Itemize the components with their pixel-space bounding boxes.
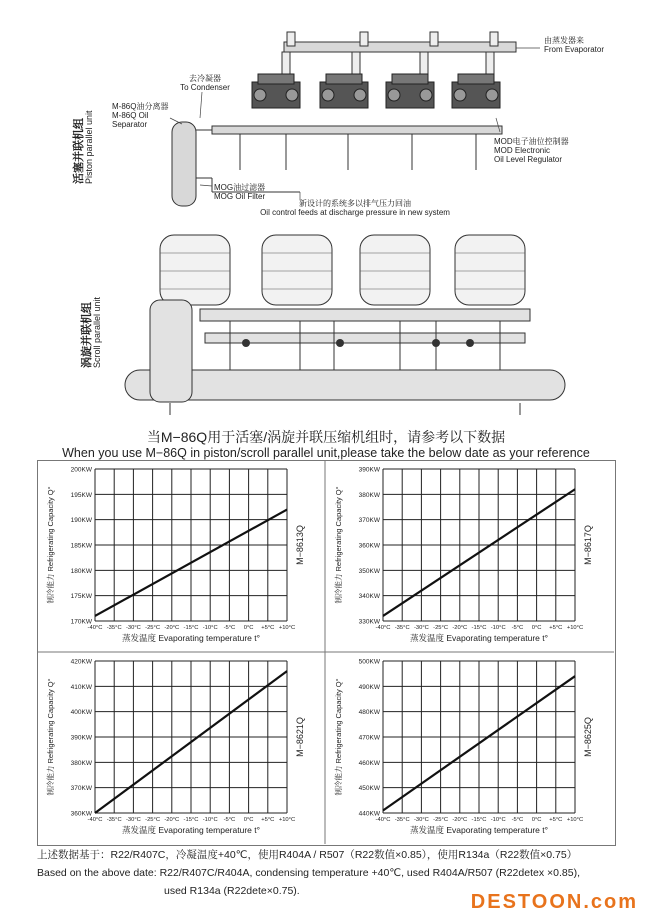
y-tick-label: 420KW — [70, 658, 92, 666]
reference-heading-zh: 当M−86Q用于活塞/涡旋并联压缩机组时，请参考以下数据 — [146, 429, 506, 445]
x-tick-label: -30°C — [413, 817, 429, 823]
y-tick-label: 175KW — [70, 593, 92, 601]
oil-control-note — [250, 199, 460, 217]
mod-regulator-label — [494, 137, 569, 164]
x-tick-label: +5°C — [549, 625, 563, 631]
piston-side-label — [74, 110, 94, 184]
from-evaporator-en: From Evaporator — [544, 45, 605, 54]
x-tick-label: -20°C — [452, 817, 468, 823]
x-tick-label: -15°C — [183, 817, 199, 823]
y-axis-label: 制冷能力 Refrigerating Capacity Q° — [46, 486, 55, 604]
from-evaporator-zh: 由蒸发器来 — [544, 36, 584, 45]
piston-compressor-group — [252, 74, 500, 108]
mog-filter-en: MOG Oil Filter — [214, 192, 266, 201]
chart-m8625q — [333, 659, 593, 836]
y-tick-label: 390KW — [358, 466, 380, 474]
mog-filter-zh: MOG油过滤器 — [214, 183, 266, 192]
scroll-side-label — [82, 297, 102, 368]
chart-m8621q — [45, 659, 305, 836]
piston-side-label-en: Piston parallel unit — [84, 110, 94, 184]
footnote-zh: 上述数据基于：R22/R407C，冷凝温度+40℃，使用R404A / R507（R22数值×0.85），使用R134a（R22数值×0.75） — [37, 849, 578, 861]
x-tick-label: -30°C — [413, 625, 429, 631]
x-axis-label: 蒸发温度 Evaporating temperature t° — [409, 633, 549, 643]
y-tick-label: 330KW — [358, 618, 380, 626]
x-tick-label: -15°C — [471, 625, 487, 631]
oil-separator-vessel — [172, 122, 196, 206]
from-evaporator-label — [544, 36, 604, 54]
x-tick-label: +10°C — [278, 625, 296, 631]
y-tick-label: 170KW — [70, 618, 92, 626]
chart-m8617q — [333, 467, 593, 644]
x-tick-label: -40°C — [375, 625, 391, 631]
to-condenser-en: To Condenser — [180, 83, 230, 92]
watermark-logo: DESTOON.com — [470, 891, 638, 913]
oil-separator-en2: Separator — [112, 120, 148, 129]
x-tick-label: +5°C — [261, 817, 275, 823]
x-tick-label: -40°C — [375, 817, 391, 823]
x-axis-label: 蒸发温度 Evaporating temperature t° — [121, 825, 261, 835]
x-tick-label: -40°C — [87, 625, 103, 631]
y-tick-label: 410KW — [70, 683, 92, 691]
to-condenser-label — [160, 74, 250, 92]
x-tick-label: -35°C — [394, 817, 410, 823]
y-tick-label: 450KW — [358, 785, 380, 793]
scroll-side-label-zh: 涡旋并联机组 — [81, 302, 93, 368]
x-tick-label: -5°C — [511, 817, 524, 823]
x-tick-label: 0°C — [531, 625, 542, 631]
y-tick-label: 370KW — [70, 785, 92, 793]
model-label: M−8613Q — [295, 525, 305, 565]
piston-unit-diagram — [0, 0, 652, 225]
y-tick-label: 380KW — [70, 759, 92, 767]
to-condenser-zh: 去冷凝器 — [189, 74, 221, 83]
y-tick-label: 190KW — [70, 517, 92, 525]
x-tick-label: -10°C — [490, 817, 506, 823]
footnote-en2: used R134a (R22dete×0.75). — [164, 885, 300, 897]
y-tick-label: 500KW — [358, 658, 380, 666]
x-tick-label: +10°C — [566, 817, 584, 823]
y-tick-label: 480KW — [358, 709, 380, 717]
oil-control-note-zh: 新设计的系统多以排气压力回油 — [299, 199, 411, 208]
y-axis-label: 制冷能力 Refrigerating Capacity Q° — [46, 678, 55, 796]
y-tick-label: 185KW — [70, 542, 92, 550]
x-tick-label: 0°C — [243, 817, 254, 823]
x-tick-label: -30°C — [125, 817, 141, 823]
mod-regulator-zh: MOD电子油位控制器 — [494, 137, 569, 146]
y-tick-label: 470KW — [358, 734, 380, 742]
x-tick-label: -10°C — [490, 625, 506, 631]
x-tick-label: 0°C — [243, 625, 254, 631]
y-tick-label: 400KW — [70, 709, 92, 717]
model-label: M−8621Q — [295, 717, 305, 757]
x-tick-label: -15°C — [183, 625, 199, 631]
y-tick-label: 460KW — [358, 759, 380, 767]
y-tick-label: 180KW — [70, 567, 92, 575]
x-axis-label: 蒸发温度 Evaporating temperature t° — [409, 825, 549, 835]
y-tick-label: 440KW — [358, 810, 380, 818]
x-tick-label: -15°C — [471, 817, 487, 823]
y-tick-label: 195KW — [70, 491, 92, 499]
oil-separator-zh: M-86Q油分离器 — [112, 102, 169, 111]
y-tick-label: 200KW — [70, 466, 92, 474]
x-tick-label: +10°C — [566, 625, 584, 631]
x-tick-label: +5°C — [549, 817, 563, 823]
charts-panel — [37, 460, 614, 844]
x-axis-label: 蒸发温度 Evaporating temperature t° — [121, 633, 261, 643]
mod-regulator-en2: Oil Level Regulator — [494, 155, 563, 164]
footnote-en1: Based on the above date: R22/R407C/R404A, condensing temperature +40℃, used R404A/R507 (R22detex ×0.85), — [37, 867, 580, 879]
oil-separator-en1: M-86Q Oil — [112, 111, 149, 120]
x-tick-label: -35°C — [394, 625, 410, 631]
x-tick-label: -35°C — [106, 817, 122, 823]
y-tick-label: 370KW — [358, 517, 380, 525]
x-tick-label: -25°C — [145, 817, 161, 823]
y-axis-label: 制冷能力 Refrigerating Capacity Q° — [334, 486, 343, 604]
y-tick-label: 380KW — [358, 491, 380, 499]
scroll-side-label-en: Scroll parallel unit — [92, 296, 102, 368]
oil-control-note-en: Oil control feeds at discharge pressure in new system — [260, 208, 450, 217]
discharge-header — [212, 126, 502, 134]
x-tick-label: -35°C — [106, 625, 122, 631]
model-label: M−8625Q — [583, 717, 593, 757]
x-tick-label: -10°C — [202, 625, 218, 631]
x-tick-label: -40°C — [87, 817, 103, 823]
oil-separator-label — [112, 102, 168, 129]
y-axis-label: 制冷能力 Refrigerating Capacity Q° — [334, 678, 343, 796]
y-tick-label: 360KW — [70, 810, 92, 818]
x-tick-label: -20°C — [452, 625, 468, 631]
x-tick-label: -30°C — [125, 625, 141, 631]
scroll-compressor-group — [160, 235, 525, 305]
x-tick-label: -20°C — [164, 817, 180, 823]
reference-heading-en: When you use M−86Q in piston/scroll parallel unit,please take the below date as your reference — [62, 446, 590, 460]
suction-header — [284, 42, 516, 52]
x-tick-label: -5°C — [223, 625, 236, 631]
y-tick-label: 390KW — [70, 734, 92, 742]
x-tick-label: +10°C — [278, 817, 296, 823]
x-tick-label: -5°C — [223, 817, 236, 823]
x-tick-label: -25°C — [433, 817, 449, 823]
x-tick-label: +5°C — [261, 625, 275, 631]
y-tick-label: 340KW — [358, 593, 380, 601]
x-tick-label: -10°C — [202, 817, 218, 823]
x-tick-label: -25°C — [433, 625, 449, 631]
piston-side-label-zh: 活塞并联机组 — [73, 118, 85, 184]
chart-m8613q — [45, 467, 305, 644]
x-tick-label: 0°C — [531, 817, 542, 823]
model-label: M−8617Q — [583, 525, 593, 565]
x-tick-label: -25°C — [145, 625, 161, 631]
y-tick-label: 490KW — [358, 683, 380, 691]
x-tick-label: -5°C — [511, 625, 524, 631]
mod-regulator-en1: MOD Electronic — [494, 146, 551, 155]
x-tick-label: -20°C — [164, 625, 180, 631]
y-tick-label: 350KW — [358, 567, 380, 575]
y-tick-label: 360KW — [358, 542, 380, 550]
